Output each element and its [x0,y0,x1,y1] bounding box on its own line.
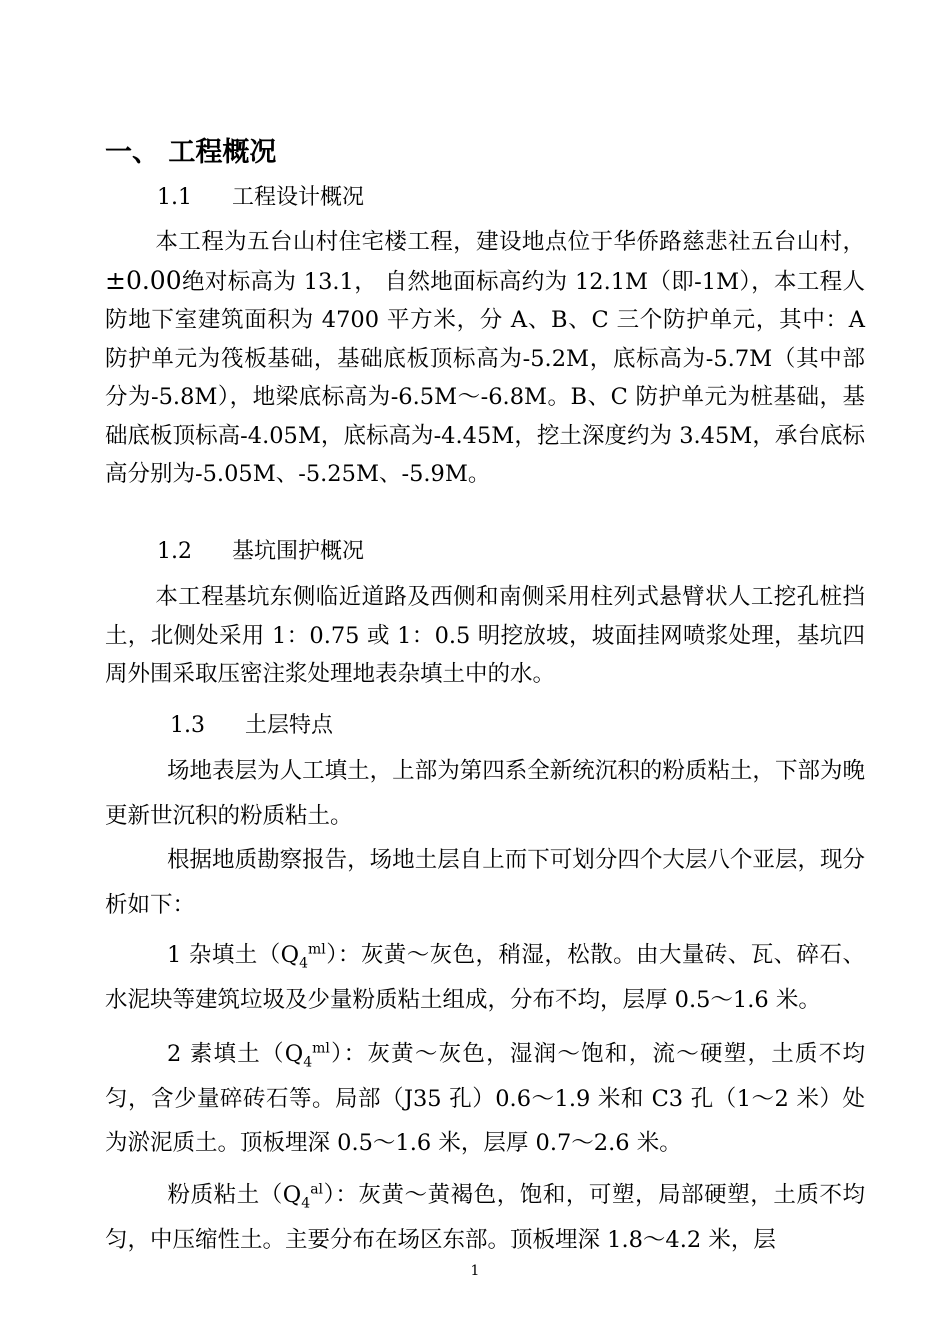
paragraph-text: 根据地质勘察报告，场地土层自上而下可划分四个大层八个亚层，现分析如下： [105,847,865,918]
layer-subscript: 4 [303,1054,313,1071]
subsection-1-2-title [157,536,364,568]
subsection-number: 1.2 [157,539,192,564]
paragraph-text: 绝对标高为 13.1， 自然地面标高约为 12.1M（即-1M），本工程人防地下室建筑面积为 4700 平方米，分 A、B、C 三个防护单元，其中：A 防护单元为筏板基础，基础底板顶标高为-5.2M，底标高为-5.7M（其中部分为-5.8M），地梁底标高为-6.5M～-6.8M。B、C 防护单元为桩基础，基础底板顶标高-4.05M，底标高为-4.45M，挖土深度约为 3.45M，承台底标高分别为-5.05M、-5.25M、-5.9M。 [105,268,865,487]
subsection-title: 土层特点 [245,713,334,738]
layer-subscript: 4 [301,1195,311,1212]
layer-superscript: al [310,1181,324,1198]
paragraph-text: 本工程基坑东侧临近道路及西侧和南侧采用柱列式悬臂状人工挖孔桩挡土，北侧处采用 1：0.75 或 1：0.5 明挖放坡，坡面挂网喷浆处理，基坑四周外围采取压密注浆处理地表杂填土中的水。 [105,584,865,687]
paragraph-soil-summary [105,749,865,838]
layer-name: 粉质粘土（Q [167,1182,302,1208]
soil-layer-silty-clay [105,1173,865,1262]
page-number: 1 [470,1263,480,1279]
section-heading: 一、 工程概况 [105,137,277,168]
paragraph-pit-support [105,578,865,694]
elevation-zero-mark: ±0.00 [105,265,182,295]
subsection-1-1-title [157,182,364,214]
subsection-number: 1.1 [157,185,192,210]
paragraph-text: 本工程为五台山村住宅楼工程，建设地点位于华侨路慈悲社五台山村， [155,229,865,255]
layer-name: 2 素填土（Q [167,1041,304,1067]
layer-name: 1 杂填土（Q [167,942,300,968]
soil-layer-1 [105,933,865,1022]
paragraph-design-overview [105,223,865,494]
layer-description: ）：灰黄～灰色，稍湿，松散。由大量砖、瓦、碎石、水泥块等建筑垃圾及少量粉质粘土组成，分布不均，层厚 0.5～1.6 米。 [105,942,865,1013]
layer-subscript: 4 [299,955,309,972]
paragraph-survey-report [105,838,865,927]
layer-description: ）：灰黄～黄褐色，饱和，可塑，局部硬塑，土质不均匀，中压缩性土。主要分布在场区东部。顶板埋深 1.8～4.2 米，层 [105,1182,865,1253]
layer-superscript: ml [308,941,326,958]
subsection-title: 工程设计概况 [232,185,365,210]
soil-layer-2 [105,1032,865,1166]
subsection-title: 基坑围护概况 [232,539,365,564]
paragraph-text: 场地表层为人工填土，上部为第四系全新统沉积的粉质粘土，下部为晚更新世沉积的粉质粘土。 [105,758,865,829]
layer-superscript: ml [312,1040,330,1057]
subsection-1-3-title [170,710,333,742]
subsection-number: 1.3 [170,713,205,738]
layer-description: ）：灰黄～灰色，湿润～饱和，流～硬塑，土质不均匀，含少量碎砖石等。局部（J35 孔）0.6～1.9 米和 C3 孔（1～2 米）处为淤泥质土。顶板埋深 0.5～1.6 米，层厚 0.7～2.6 米。 [105,1041,865,1156]
